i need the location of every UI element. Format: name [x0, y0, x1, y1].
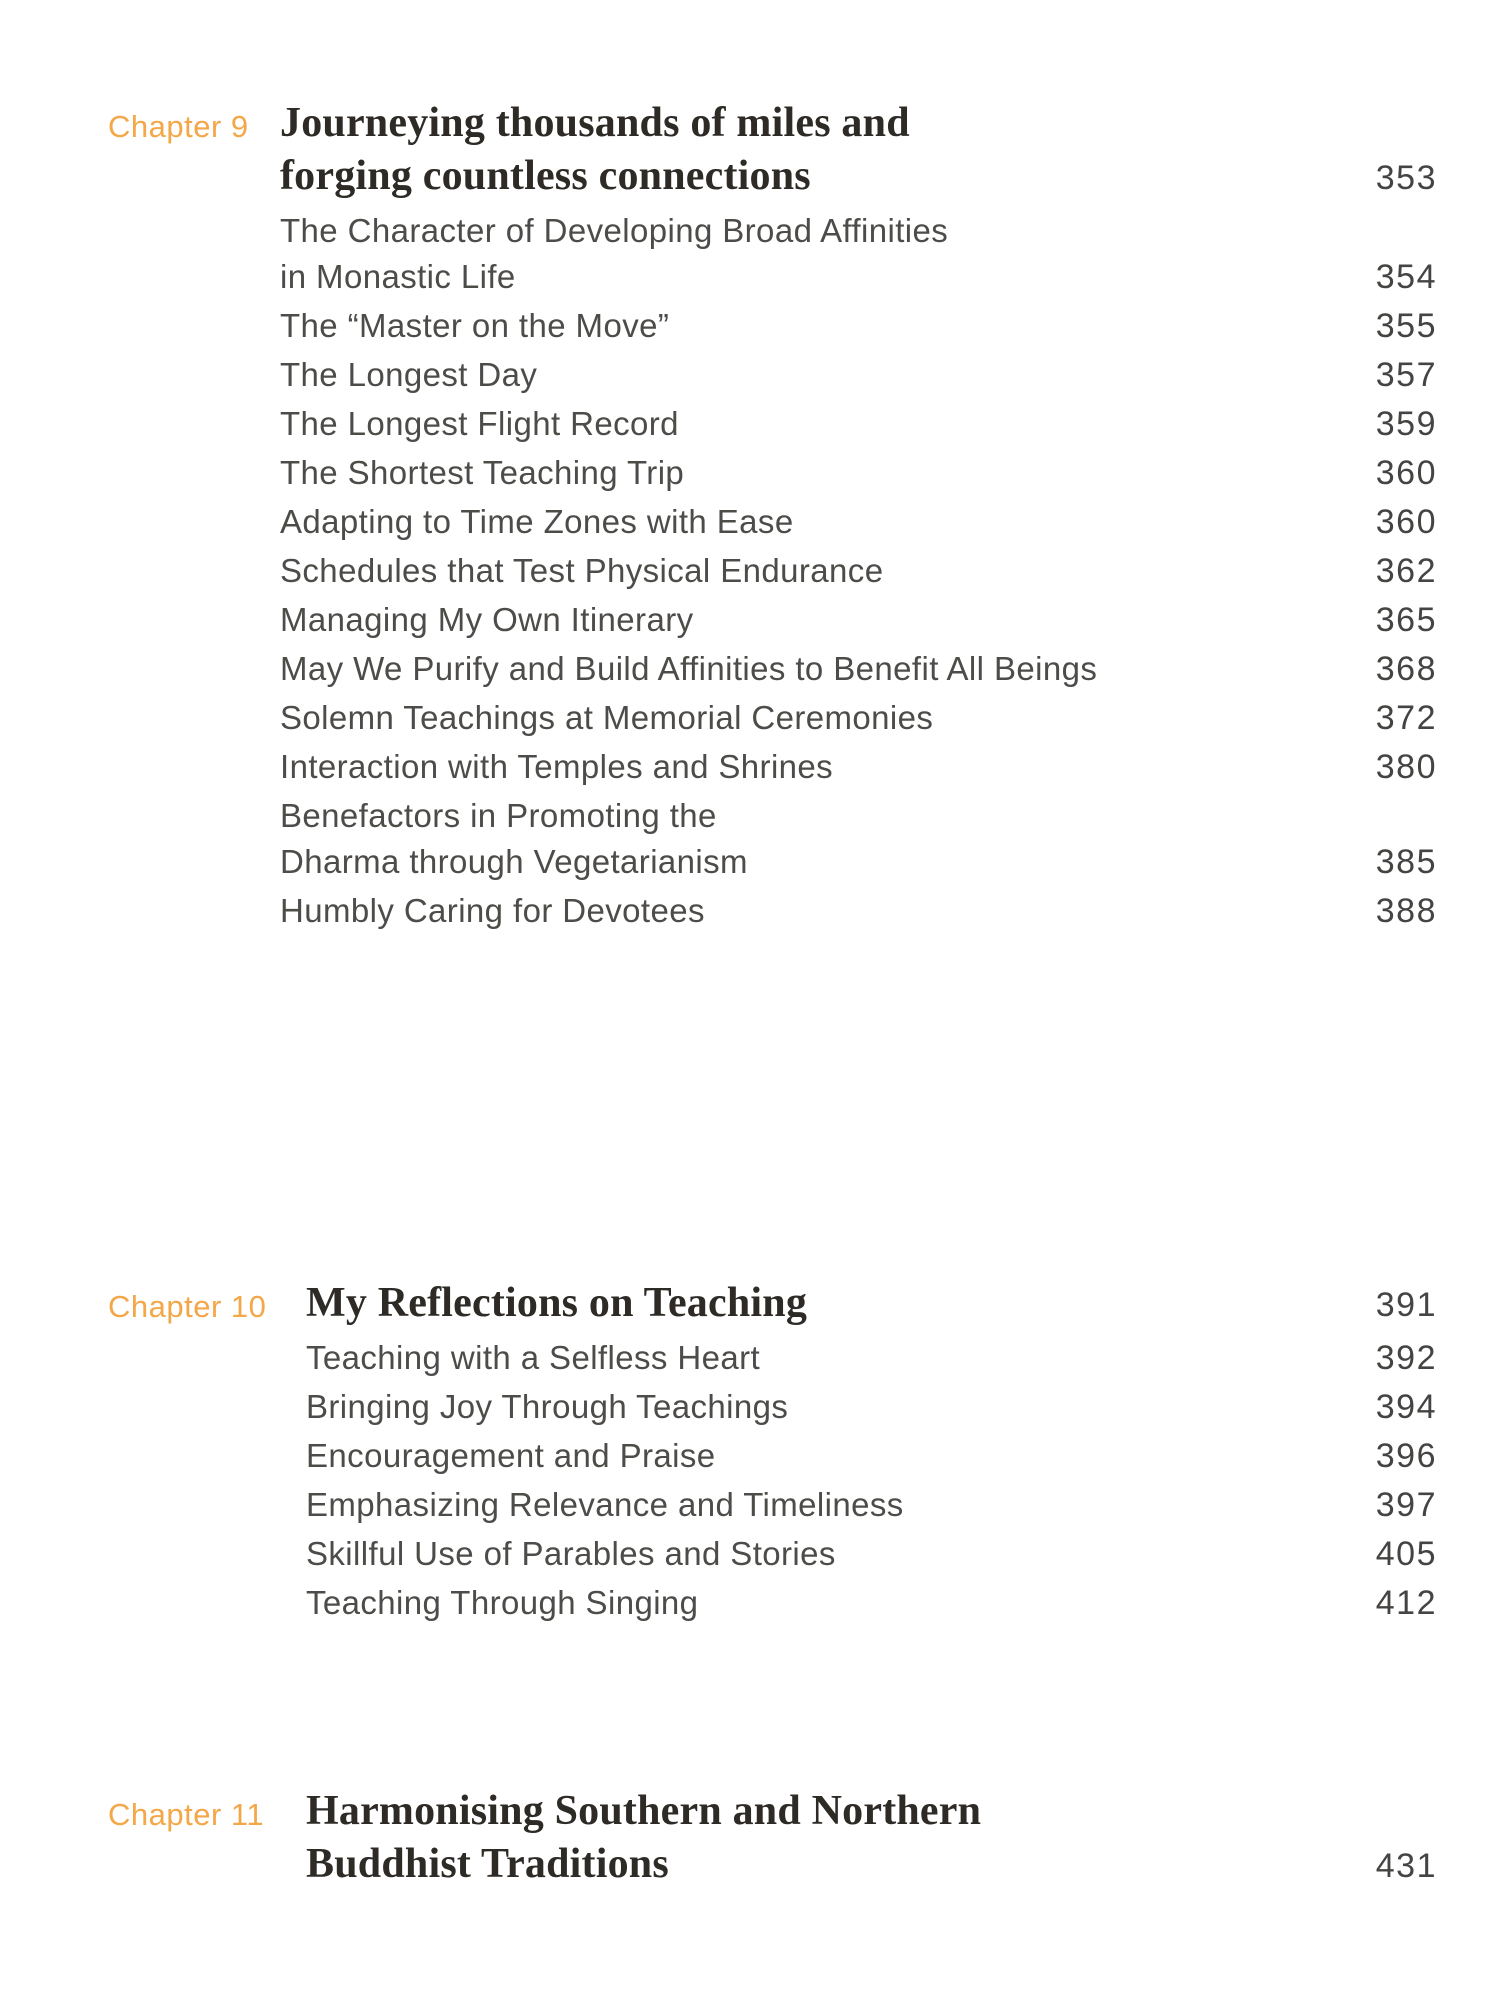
chapter-label: Chapter 11	[108, 1797, 265, 1832]
entry-title	[306, 1482, 1356, 1528]
entry-title-line: Teaching with a Selfless Heart	[306, 1339, 761, 1376]
toc-entry	[280, 597, 1437, 643]
toc-entry	[280, 888, 1437, 934]
entry-title-line: Dharma through Vegetarianism	[280, 843, 748, 880]
entry-page-number: 396	[1375, 1437, 1437, 1475]
entry-title	[280, 450, 1356, 496]
toc-entry	[306, 1482, 1437, 1528]
entry-page-number: 360	[1375, 454, 1437, 492]
entry-title	[280, 597, 1356, 643]
entry-title-line: Bringing Joy Through Teachings	[306, 1388, 789, 1425]
entry-title-line: Benefactors in Promoting the	[280, 797, 717, 834]
chapter-body	[280, 97, 1437, 937]
entry-title	[306, 1335, 1356, 1381]
entry-page-number: 412	[1375, 1584, 1437, 1622]
entry-title	[280, 793, 1356, 885]
entry-page-number: 355	[1375, 307, 1437, 345]
toc-entry	[280, 450, 1437, 496]
entry-page-number: 372	[1375, 699, 1437, 737]
entry-title	[306, 1433, 1356, 1479]
chapter-body	[306, 1277, 1437, 1629]
chapter-title	[306, 1785, 1356, 1891]
chapter-title-row	[306, 1277, 1437, 1330]
entry-title	[306, 1531, 1356, 1577]
chapter-page-number: 431	[1375, 1847, 1437, 1885]
chapter-block-10	[108, 1277, 1437, 1629]
entry-page-number: 354	[1375, 258, 1437, 296]
toc-entry	[306, 1580, 1437, 1626]
entry-title-line: in Monastic Life	[280, 258, 516, 295]
chapter-title-line: Harmonising Southern and Northern	[306, 1788, 982, 1834]
entry-title	[280, 646, 1356, 692]
entry-title	[280, 888, 1356, 934]
chapter-block-9	[108, 97, 1437, 937]
entry-title-line: Emphasizing Relevance and Timeliness	[306, 1486, 904, 1523]
entry-page-number: 385	[1375, 843, 1437, 881]
chapter-label: Chapter 9	[108, 109, 249, 144]
entry-title	[280, 303, 1356, 349]
entry-title	[306, 1580, 1356, 1626]
toc-entry	[280, 352, 1437, 398]
entry-title-line: Adapting to Time Zones with Ease	[280, 503, 794, 540]
toc-entry	[280, 499, 1437, 545]
chapter-label: Chapter 10	[108, 1289, 267, 1324]
toc-entry	[280, 793, 1437, 885]
entry-title	[280, 548, 1356, 594]
entry-page-number: 405	[1375, 1535, 1437, 1573]
chapter-page-number: 353	[1375, 159, 1437, 197]
chapter-title-row	[306, 1785, 1437, 1891]
entry-page-number: 397	[1375, 1486, 1437, 1524]
toc-entry	[280, 208, 1437, 300]
entry-page-number: 388	[1375, 892, 1437, 930]
chapter-block-11	[108, 1785, 1437, 1896]
entry-title	[306, 1384, 1356, 1430]
toc-entry	[306, 1335, 1437, 1381]
toc-entry	[306, 1531, 1437, 1577]
chapter-title-row	[280, 97, 1437, 203]
toc-entry	[306, 1433, 1437, 1479]
toc-entry	[280, 548, 1437, 594]
entry-title	[280, 401, 1356, 447]
entry-title-line: The Character of Developing Broad Affinities	[280, 212, 949, 249]
entry-page-number: 362	[1375, 552, 1437, 590]
entry-title-line: The “Master on the Move”	[280, 307, 670, 344]
chapter-title-line: My Reflections on Teaching	[306, 1280, 808, 1326]
entry-title-line: Managing My Own Itinerary	[280, 601, 694, 638]
toc-entry	[280, 744, 1437, 790]
chapter-body	[306, 1785, 1437, 1896]
entry-title-line: May We Purify and Build Affinities to Benefit All Beings	[280, 650, 1098, 687]
entry-page-number: 380	[1375, 748, 1437, 786]
entry-page-number: 368	[1375, 650, 1437, 688]
entry-title	[280, 352, 1356, 398]
chapter-page-number: 391	[1375, 1286, 1437, 1324]
chapter-title	[306, 1277, 1356, 1330]
entry-title-line: The Longest Day	[280, 356, 538, 393]
chapter-title	[280, 97, 1356, 203]
entry-page-number: 359	[1375, 405, 1437, 443]
chapter-title-line: forging countless connections	[280, 153, 811, 199]
entry-page-number: 360	[1375, 503, 1437, 541]
entry-title-line: The Shortest Teaching Trip	[280, 454, 685, 491]
toc-entry	[280, 401, 1437, 447]
toc-entry	[280, 646, 1437, 692]
entry-title	[280, 695, 1356, 741]
entry-title-line: Teaching Through Singing	[306, 1584, 699, 1621]
entry-title-line: Schedules that Test Physical Endurance	[280, 552, 884, 589]
toc-entry	[306, 1384, 1437, 1430]
entry-title-line: Solemn Teachings at Memorial Ceremonies	[280, 699, 934, 736]
toc-entry	[280, 303, 1437, 349]
toc-entry	[280, 695, 1437, 741]
entry-title-line: Humbly Caring for Devotees	[280, 892, 705, 929]
entry-title	[280, 499, 1356, 545]
entry-title	[280, 744, 1356, 790]
entry-title-line: The Longest Flight Record	[280, 405, 679, 442]
chapter-title-line: Journeying thousands of miles and	[280, 100, 910, 146]
entry-title-line: Skillful Use of Parables and Stories	[306, 1535, 836, 1572]
entry-title-line: Encouragement and Praise	[306, 1437, 716, 1474]
entry-page-number: 365	[1375, 601, 1437, 639]
entry-page-number: 394	[1375, 1388, 1437, 1426]
entry-title-line: Interaction with Temples and Shrines	[280, 748, 834, 785]
entry-page-number: 392	[1375, 1339, 1437, 1377]
entry-page-number: 357	[1375, 356, 1437, 394]
entry-title	[280, 208, 1356, 300]
chapter-title-line: Buddhist Traditions	[306, 1841, 669, 1887]
